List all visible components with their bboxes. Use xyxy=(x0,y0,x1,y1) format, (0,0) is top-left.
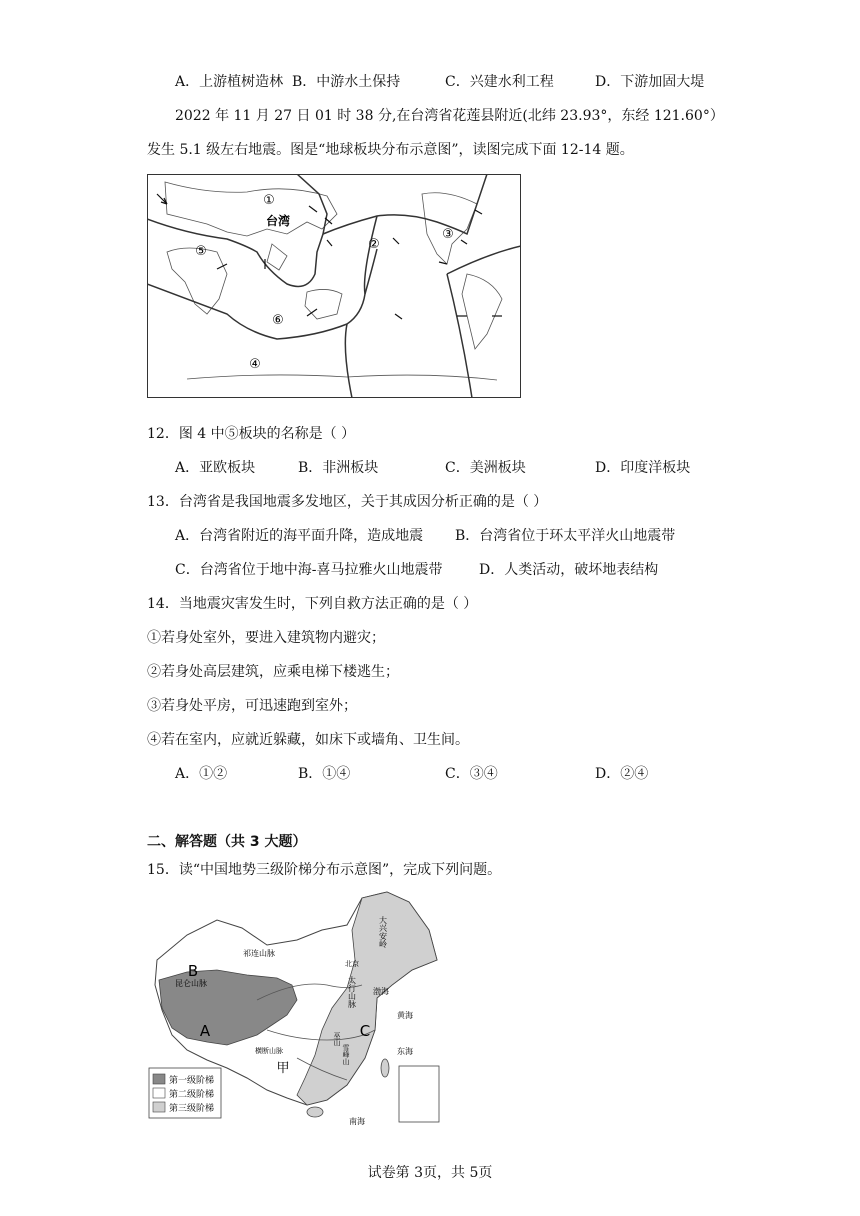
q12-option-b: B．非洲板块 xyxy=(298,460,379,476)
legend-second: 第二级阶梯 xyxy=(169,1090,215,1100)
q14-option-b: B．①④ xyxy=(298,766,351,782)
legend-swatch-first xyxy=(153,1074,165,1084)
place-huanghai: 黄海 xyxy=(397,1011,413,1020)
plate-label-3: ③ xyxy=(442,227,454,242)
plate-label-1: ① xyxy=(263,193,275,208)
place-donghai: 东海 xyxy=(397,1047,413,1056)
q14-option-a: A．①② xyxy=(175,766,228,782)
q13-option-c: C．台湾省位于地中海-喜马拉雅火山地震带 xyxy=(175,562,443,578)
letter-a: A xyxy=(199,1022,211,1040)
q14-item-2: ②若身处高层建筑，应乘电梯下楼逃生； xyxy=(147,664,399,680)
china-terrain-map xyxy=(147,890,445,1130)
legend-first: 第一级阶梯 xyxy=(169,1076,215,1086)
q11-option-a: A．上游植树造林 xyxy=(175,74,284,90)
q13-option-a: A．台湾省附近的海平面升降，造成地震 xyxy=(175,528,424,544)
page-footer: 试卷第 3页，共 5页 xyxy=(367,1165,493,1181)
plate-label-4: ④ xyxy=(249,357,261,372)
place-qilian: 祁连山脉 xyxy=(243,949,275,958)
plate-label-6: ⑥ xyxy=(272,313,284,328)
place-bohai: 渤海 xyxy=(373,987,389,996)
q14-item-3: ③若身处平房，可迅速跑到室外； xyxy=(147,698,357,714)
q14-stem: 14．当地震灾害发生时，下列自救方法正确的是（ ） xyxy=(147,596,478,612)
plate-label-5: ⑤ xyxy=(195,244,207,259)
q11-option-c: C．兴建水利工程 xyxy=(445,74,554,90)
intro-line-1: 2022 年 11 月 27 日 01 时 38 分,在台湾省花莲县附近(北纬 23.93°，东经 121.60°） xyxy=(175,108,724,124)
legend-third: 第三级阶梯 xyxy=(169,1104,215,1114)
legend-swatch-third xyxy=(153,1102,165,1112)
intro-line-2: 发生 5.1 级左右地震。图是“地球板块分布示意图”，读图完成下面 12-14 题。 xyxy=(147,142,634,158)
place-xuefengshan: 雪峰山 xyxy=(342,1044,350,1065)
q14-item-4: ④若在室内，应就近躲藏，如床下或墙角、卫生间。 xyxy=(147,732,469,748)
q12-stem: 12．图 4 中⑤板块的名称是（ ） xyxy=(147,426,356,442)
q13-option-b: B．台湾省位于环太平洋火山地震带 xyxy=(455,528,676,544)
jia-label: 甲 xyxy=(276,1061,290,1076)
letter-c: C xyxy=(359,1022,371,1040)
legend-swatch-second xyxy=(153,1088,165,1098)
q13-stem: 13．台湾省是我国地震多发地区，关于其成因分析正确的是（ ） xyxy=(147,494,548,510)
q11-option-d: D．下游加固大堤 xyxy=(595,74,705,90)
section-2-heading: 二、解答题（共 3 大题） xyxy=(147,834,307,850)
q12-option-a: A．亚欧板块 xyxy=(175,460,256,476)
place-beijing: 北京 xyxy=(345,960,359,968)
place-kunlun: 昆仑山脉 xyxy=(175,979,207,988)
q14-option-d: D．②④ xyxy=(595,766,649,782)
q13-option-d: D．人类活动，破坏地表结构 xyxy=(479,562,659,578)
place-wushan: 巫山 xyxy=(333,1032,341,1046)
plate-map xyxy=(147,174,521,398)
place-daxinganling: 大兴安岭 xyxy=(378,916,388,948)
place-nanhai: 南海 xyxy=(349,1117,365,1126)
q14-item-1: ①若身处室外，要进入建筑物内避灾； xyxy=(147,630,385,646)
q12-option-c: C．美洲板块 xyxy=(445,460,526,476)
letter-b: B xyxy=(187,962,199,980)
q11-option-b: B．中游水土保持 xyxy=(292,74,401,90)
place-hengduan: 横断山脉 xyxy=(255,1047,283,1055)
q15-stem: 15．读“中国地势三级阶梯分布示意图”，完成下列问题。 xyxy=(147,862,502,878)
plate-label-2: ② xyxy=(368,237,380,252)
place-taihang: 太行山脉 xyxy=(347,976,357,1008)
q14-option-c: C．③④ xyxy=(445,766,498,782)
taiwan-label: 台湾 xyxy=(265,214,291,228)
q12-option-d: D．印度洋板块 xyxy=(595,460,691,476)
